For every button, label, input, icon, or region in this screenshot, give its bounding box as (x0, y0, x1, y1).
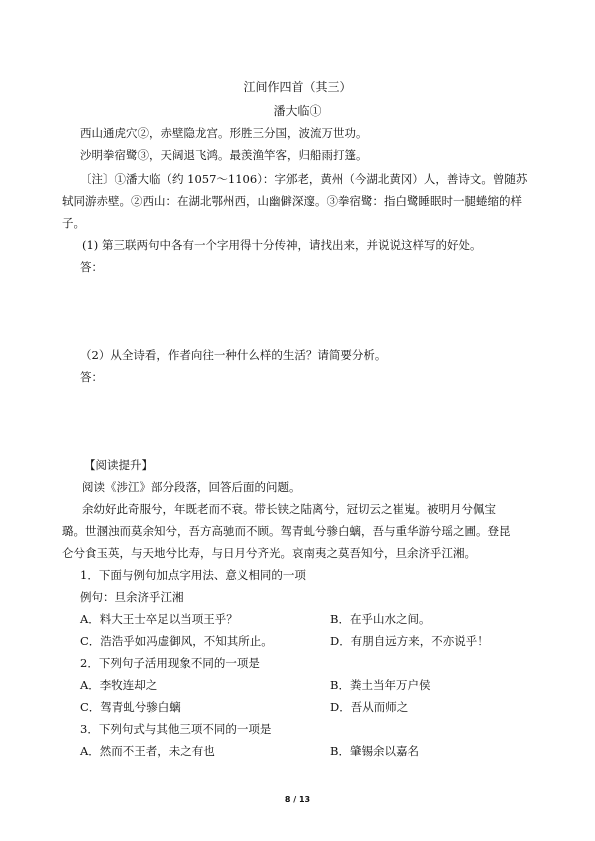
poem-note-line-3: 子。 (62, 216, 85, 230)
page-number: 8 / 13 (284, 795, 311, 804)
mc-question-1-example: 例句：旦余济乎江湘 (80, 590, 184, 604)
mc-question-3-option-b: B．肇锡余以嘉名 (330, 744, 419, 758)
mc-question-2-option-b: B．粪土当年万户侯 (330, 678, 431, 692)
question-2-answer-label: 答： (80, 370, 103, 384)
poem-note-line-2: 轼同游赤壁。②西山：在湖北鄂州西，山幽僻深邃。③拳宿鹭：指白鹭睡眠时一腿蜷缩的样 (62, 194, 522, 208)
mc-question-2-option-d: D．吾从而师之 (330, 700, 409, 714)
poem-line-1: 西山通虎穴②，赤壁隐龙宫。形胜三分国，波流万世功。 (80, 126, 368, 140)
mc-question-1-option-d: D．有朋自远方来，不亦说乎！ (330, 634, 489, 648)
mc-question-2-option-c: C．驾青虬兮骖白螭 (80, 700, 181, 714)
passage-line-3: 仑兮食玉英，与天地兮比寿，与日月兮齐光。哀南夷之莫吾知兮，旦余济乎江湘。 (62, 546, 476, 560)
mc-question-1-option-c: C．浩浩乎如冯虚御风，不知其所止。 (80, 634, 273, 648)
question-1: (1) 第三联两句中各有一个字用得十分传神，请找出来，并说说这样写的好处。 (82, 238, 482, 252)
mc-question-2-stem: 2．下列句子活用现象不同的一项是 (80, 656, 260, 670)
question-2: （2）从全诗看，作者向往一种什么样的生活？请简要分析。 (80, 348, 387, 362)
reading-intro: 阅读《涉江》部分段落，回答后面的问题。 (82, 480, 301, 494)
poem-title: 江间作四首（其三） (243, 80, 352, 94)
mc-question-1-option-b: B．在乎山水之间。 (330, 612, 431, 626)
poem-note-line-1: 〔注〕①潘大临（约 1057～1106）：字邠老，黄州（今湖北黄冈）人，善诗文。曾随苏 (80, 172, 528, 186)
mc-question-3-option-a: A．然而不王者，未之有也 (80, 744, 215, 758)
passage-line-2: 璐。世溷浊而莫余知兮，吾方高驰而不顾。驾青虬兮骖白螭，吾与重华游兮瑶之圃。登昆 (62, 524, 511, 538)
mc-question-2-option-a: A．李牧连却之 (80, 678, 158, 692)
passage-line-1: 余幼好此奇服兮，年既老而不衰。带长铗之陆离兮，冠切云之崔嵬。被明月兮佩宝 (82, 502, 496, 516)
poem-line-2: 沙明拳宿鹭③，天阔退飞鸿。最羡渔竿客，归船雨打篷。 (80, 148, 368, 162)
mc-question-1-stem: 1．下面与例句加点字用法、意义相同的一项 (80, 568, 306, 582)
question-1-answer-label: 答： (80, 260, 103, 274)
mc-question-1-option-a: A．料大王士卒足以当项王乎？ (80, 612, 238, 626)
reading-heading: 【阅读提升】 (84, 458, 153, 472)
mc-question-3-stem: 3．下列句式与其他三项不同的一项是 (80, 722, 272, 736)
poem-author: 潘大临① (273, 104, 322, 118)
